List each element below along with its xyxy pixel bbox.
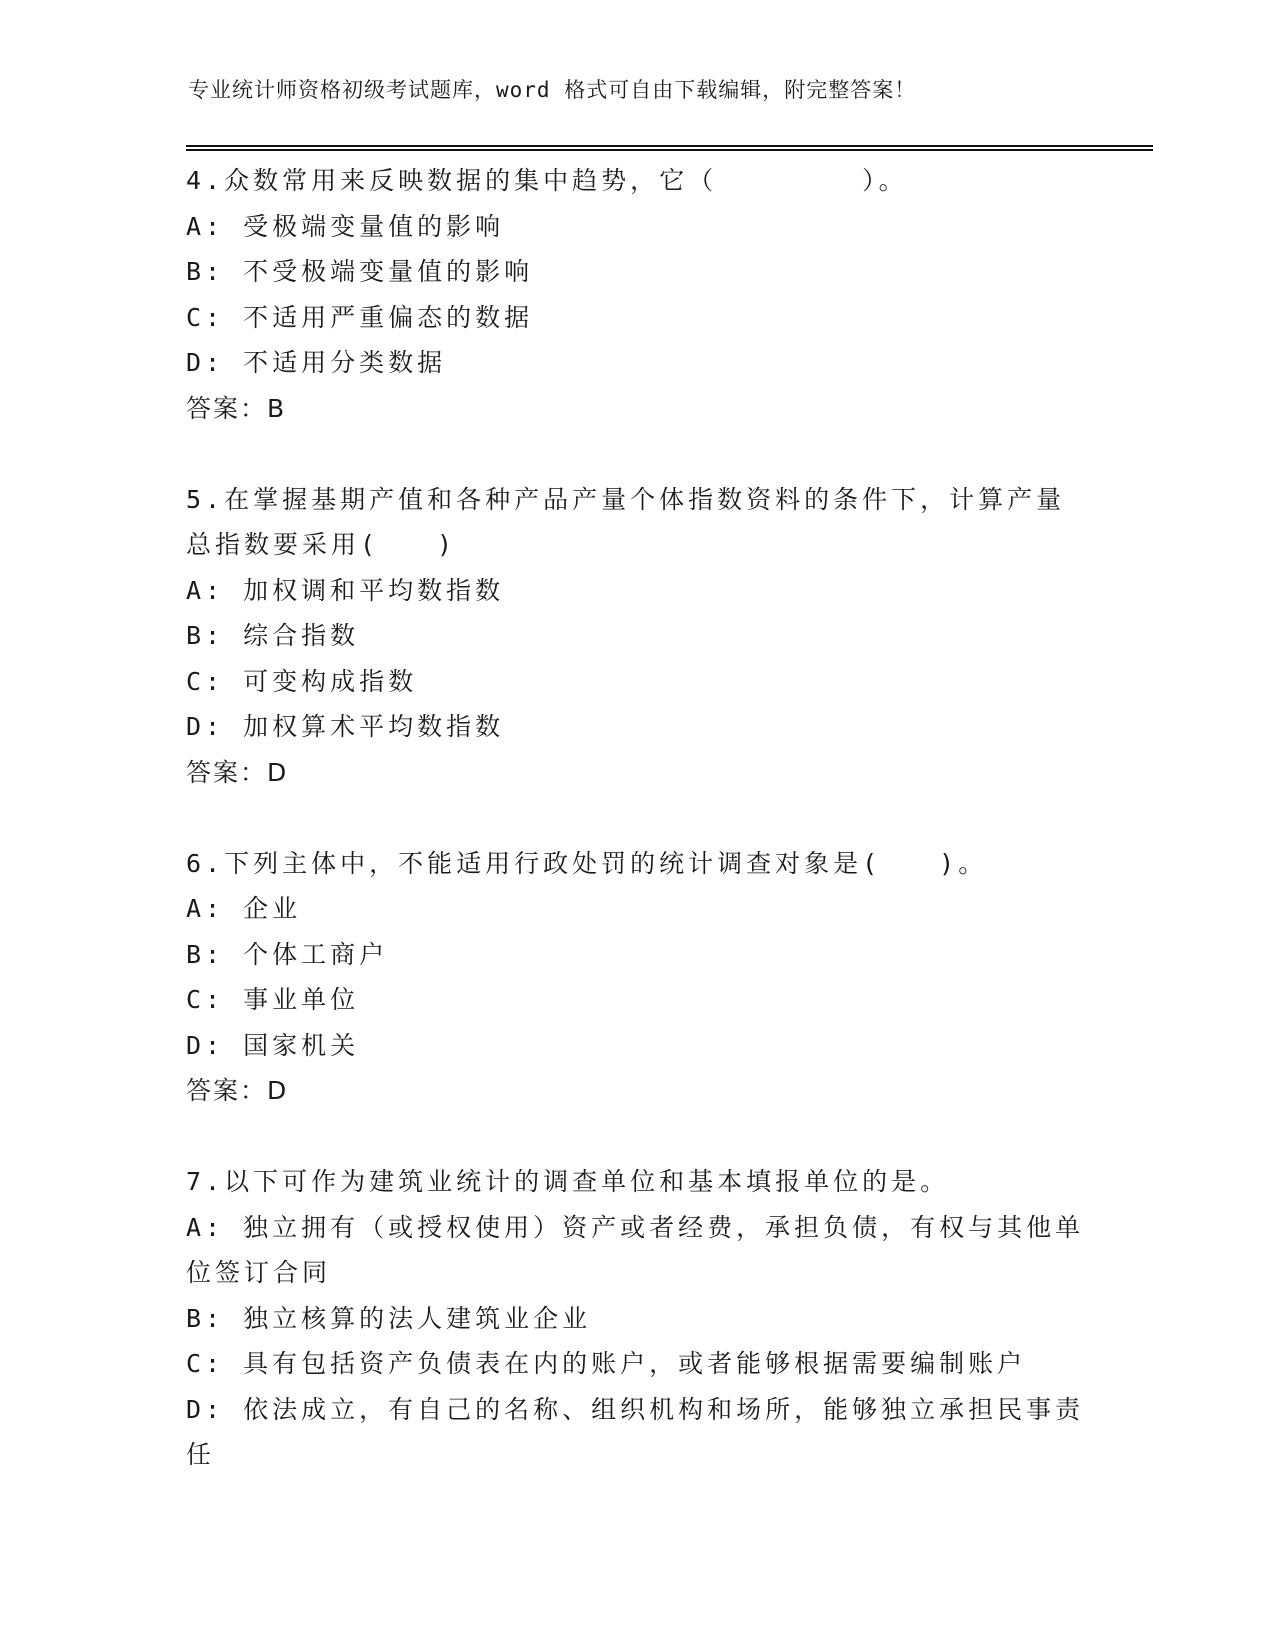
option-c: C: 具有包括资产负债表在内的账户，或者能够根据需要编制账户 [186,1349,1027,1378]
answer: 答案：D [186,1076,289,1105]
question-stem: 7.以下可作为建筑业统计的调查单位和基本填报单位的是。 [186,1167,950,1196]
question-list [186,158,1086,1478]
option-d: D: 国家机关 [186,1030,360,1060]
question-block [186,477,1086,796]
option-a: A: 独立拥有（或授权使用）资产或者经费，承担负债，有权与其他单 [186,1212,1085,1242]
question-stem-continued: 总指数要采用( ) [186,530,457,559]
question-stem: 5.在掌握基期产值和各种产品产量个体指数资料的条件下，计算产量 [186,484,1066,514]
option-c: C: 事业单位 [186,985,360,1014]
option-d: D: 加权算术平均数指数 [186,712,505,741]
question-block [186,158,1086,431]
answer: 答案：D [186,757,289,787]
option-b: B: 不受极端变量值的影响 [186,257,534,286]
option-b: B: 独立核算的法人建筑业企业 [186,1303,592,1333]
option-a: A: 企业 [186,894,302,923]
option-b: B: 综合指数 [186,621,360,650]
option-d: D: 不适用分类数据 [186,348,447,377]
page-header: 专业统计师资格初级考试题库，word 格式可自由下载编辑，附完整答案！ [188,78,917,102]
question-stem: 6.下列主体中，不能适用行政处罚的统计调查对象是( )。 [186,848,988,878]
option-a: A: 加权调和平均数指数 [186,575,505,605]
option-b: B: 个体工商户 [186,939,389,969]
question-block [186,1159,1086,1478]
option-a: A: 受极端变量值的影响 [186,211,505,241]
answer: 答案：B [186,393,287,423]
option-d: D: 依法成立，有自己的名称、组织机构和场所，能够独立承担民事责 [186,1394,1085,1424]
option-a-continued: 位签订合同 [186,1258,332,1287]
option-c: C: 可变构成指数 [186,666,418,696]
question-stem: 4.众数常用来反映数据的集中趋势，它（ ）。 [186,166,908,195]
header-divider [186,145,1153,151]
option-d-continued: 任 [186,1440,216,1469]
option-c: C: 不适用严重偏态的数据 [186,302,534,332]
question-block [186,841,1086,1114]
